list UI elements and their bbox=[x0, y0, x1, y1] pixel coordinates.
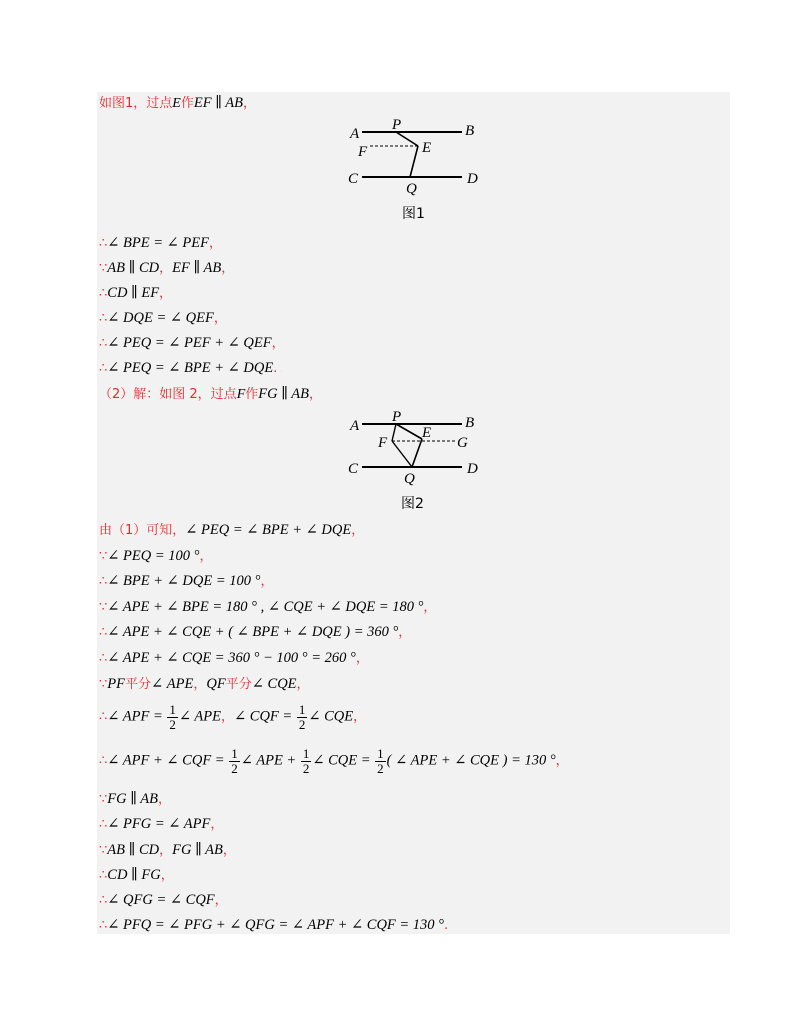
line-10 bbox=[99, 547, 212, 566]
math-expression: ∠ APE bbox=[151, 676, 194, 692]
fraction-numerator: 1 bbox=[377, 746, 384, 761]
text-segment: 如图1，过点 bbox=[99, 96, 173, 111]
math-expression: ∠ BPE + ∠ DQE = 100 ° bbox=[107, 573, 261, 589]
fraction bbox=[167, 703, 178, 732]
segment-pe bbox=[396, 132, 418, 146]
line-7 bbox=[99, 359, 277, 378]
line-18 bbox=[99, 790, 171, 809]
line-6 bbox=[99, 334, 285, 353]
math-expression: F bbox=[236, 387, 246, 402]
label-b-2: B bbox=[465, 415, 475, 431]
text-segment: （2）解：如图 2，过点 bbox=[99, 387, 237, 402]
text-segment: . bbox=[273, 361, 278, 376]
logic-symbol: ∵ bbox=[99, 676, 108, 691]
fraction-denominator: 2 bbox=[302, 761, 310, 776]
label-f-2: F bbox=[378, 435, 388, 451]
line-3 bbox=[99, 259, 234, 278]
logic-symbol: ∴ bbox=[99, 285, 108, 300]
label-g-2: G bbox=[457, 435, 468, 451]
text-segment: ， bbox=[159, 843, 173, 858]
line-23 bbox=[99, 916, 448, 935]
text-segment: ， bbox=[159, 261, 173, 276]
figure-2-caption: 图2 bbox=[401, 496, 424, 512]
logic-symbol: ∵ bbox=[99, 599, 108, 614]
fraction-denominator: 2 bbox=[298, 717, 306, 732]
logic-symbol: ∵ bbox=[99, 791, 108, 806]
fraction-numerator: 1 bbox=[298, 702, 306, 717]
text-segment: ， bbox=[242, 96, 256, 111]
line-11 bbox=[99, 572, 273, 591]
text-segment: 平分 bbox=[125, 677, 152, 692]
segment-eq bbox=[410, 146, 418, 177]
label-a: A bbox=[350, 126, 360, 142]
logic-symbol: ∵ bbox=[99, 548, 108, 563]
math-expression: ∠ APE bbox=[178, 708, 221, 725]
logic-symbol: ∴ bbox=[99, 867, 108, 882]
text-segment: ， bbox=[555, 753, 569, 769]
text-segment: ， bbox=[199, 549, 213, 564]
math-expression: FG ∥ AB bbox=[172, 842, 223, 858]
text-segment: ， bbox=[221, 709, 235, 725]
line-17 bbox=[99, 747, 569, 776]
fraction-denominator: 2 bbox=[231, 761, 238, 776]
text-segment: ， bbox=[221, 261, 235, 276]
math-expression: ∠ APE + ∠ CQE + ( ∠ BPE + ∠ DQE ) = 360 ° bbox=[107, 624, 399, 640]
text-segment: ， bbox=[355, 651, 369, 666]
line-22 bbox=[99, 891, 228, 910]
line-8 bbox=[99, 385, 322, 404]
line-14 bbox=[99, 649, 369, 668]
logic-symbol: ∴ bbox=[99, 752, 108, 768]
math-expression: FG ∥ AB bbox=[107, 791, 159, 807]
text-segment: ， bbox=[158, 792, 172, 807]
logic-symbol: ∴ bbox=[99, 917, 108, 932]
label-q: Q bbox=[406, 181, 417, 197]
line-16 bbox=[99, 703, 366, 732]
text-segment: ， bbox=[398, 625, 412, 640]
text-segment: . bbox=[443, 918, 449, 933]
text-segment: ， bbox=[309, 387, 323, 402]
math-expression: EF ∥ AB bbox=[193, 95, 243, 111]
text-segment: ， bbox=[214, 893, 228, 908]
logic-symbol: ∴ bbox=[99, 892, 108, 907]
fraction bbox=[229, 747, 240, 776]
fraction-numerator: 1 bbox=[169, 702, 176, 717]
text-segment: 平分 bbox=[225, 677, 252, 692]
segment-fq bbox=[392, 441, 412, 467]
text-segment: ， bbox=[209, 236, 223, 251]
math-expression: ∠ PEQ = ∠ PEF + ∠ QEF bbox=[107, 335, 272, 351]
line-9 bbox=[99, 521, 364, 540]
label-c: C bbox=[348, 171, 359, 187]
figure-1-diagram bbox=[340, 115, 490, 197]
line-13 bbox=[99, 623, 411, 642]
text-segment: ， bbox=[160, 868, 174, 883]
label-b: B bbox=[465, 123, 475, 139]
label-p: P bbox=[392, 117, 402, 133]
fraction-denominator: 2 bbox=[169, 717, 176, 732]
logic-symbol: ∴ bbox=[99, 360, 108, 375]
label-e: E bbox=[422, 140, 432, 156]
math-expression: ∠ PFG = ∠ APF bbox=[107, 816, 211, 832]
logic-symbol: ∴ bbox=[99, 650, 108, 665]
text-segment: 作 bbox=[245, 387, 259, 402]
text-segment: ， bbox=[193, 677, 207, 692]
math-expression: ∠ APF = bbox=[107, 708, 167, 725]
math-expression: E bbox=[172, 96, 181, 111]
logic-symbol: ∴ bbox=[99, 708, 108, 724]
math-expression: ∠ CQE = bbox=[312, 752, 375, 769]
text-segment: ， bbox=[210, 817, 224, 832]
text-segment: ， bbox=[296, 677, 310, 692]
math-expression: ∠ PEQ = ∠ BPE + ∠ DQE bbox=[185, 522, 352, 538]
math-expression: ∠ DQE = ∠ QEF bbox=[107, 310, 214, 326]
text-segment: ， bbox=[351, 523, 365, 538]
label-a-2: A bbox=[350, 418, 360, 434]
segment-pe-2 bbox=[396, 424, 422, 439]
fraction bbox=[301, 747, 312, 776]
math-expression: AB ∥ CD bbox=[107, 842, 160, 858]
fraction-numerator: 1 bbox=[231, 746, 238, 761]
text-segment: ， bbox=[159, 286, 173, 301]
math-expression: AB ∥ CD bbox=[107, 260, 160, 276]
math-expression: ( ∠ APE + ∠ CQE ) = 130 ° bbox=[386, 752, 556, 769]
text-segment: 作 bbox=[180, 96, 194, 111]
fraction-numerator: 1 bbox=[302, 746, 310, 761]
text-segment: 由（1）可知， bbox=[99, 523, 186, 538]
logic-symbol: ∴ bbox=[99, 624, 108, 639]
text-segment: ， bbox=[423, 600, 437, 615]
logic-symbol: ∵ bbox=[99, 260, 108, 275]
math-expression: FG ∥ AB bbox=[258, 386, 309, 402]
fraction bbox=[297, 703, 308, 732]
line-15 bbox=[99, 675, 310, 694]
label-d-2: D bbox=[467, 461, 478, 477]
math-expression: ∠ CQE bbox=[308, 708, 354, 725]
math-expression: ∠ CQE bbox=[251, 676, 297, 692]
line-2 bbox=[99, 234, 222, 253]
text-segment: ， bbox=[213, 311, 227, 326]
math-expression: ∠ APE + ∠ BPE = 180 ° , ∠ CQE + ∠ DQE = 180 ° bbox=[107, 599, 424, 615]
math-expression: ∠ CQF = bbox=[234, 708, 296, 725]
math-expression: ∠ PEQ = ∠ BPE + ∠ DQE bbox=[107, 360, 274, 376]
fraction bbox=[375, 747, 386, 776]
math-expression: ∠ APF + ∠ CQF = bbox=[107, 752, 229, 769]
text-segment: ， bbox=[271, 336, 285, 351]
label-c-2: C bbox=[348, 461, 359, 477]
logic-symbol: ∴ bbox=[99, 235, 108, 250]
line-20 bbox=[99, 841, 236, 860]
math-expression: ∠ PFQ = ∠ PFG + ∠ QFG = ∠ APF + ∠ CQF = 130 ° bbox=[107, 917, 444, 933]
math-expression: EF ∥ AB bbox=[172, 260, 222, 276]
figure-1-caption: 图1 bbox=[402, 206, 425, 222]
text-segment: ， bbox=[353, 709, 367, 725]
fraction-denominator: 2 bbox=[377, 761, 384, 776]
label-p-2: P bbox=[392, 409, 402, 425]
math-expression: ∠ APE + ∠ CQE = 360 ° − 100 ° = 260 ° bbox=[107, 650, 356, 666]
math-expression: ∠ PEQ = 100 ° bbox=[107, 548, 200, 564]
math-expression: ∠ APE + bbox=[240, 752, 300, 769]
line-19 bbox=[99, 815, 223, 834]
segment-eq-2 bbox=[412, 439, 422, 467]
label-q-2: Q bbox=[404, 471, 415, 487]
logic-symbol: ∴ bbox=[99, 573, 108, 588]
line-12 bbox=[99, 598, 436, 617]
logic-symbol: ∵ bbox=[99, 842, 108, 857]
math-expression: ∠ BPE = ∠ PEF bbox=[107, 235, 210, 251]
line-5 bbox=[99, 309, 227, 328]
text-segment: ， bbox=[222, 843, 236, 858]
math-expression: ∠ QFG = ∠ CQF bbox=[107, 892, 215, 908]
math-expression: CD ∥ EF bbox=[107, 285, 160, 301]
segment-pf bbox=[392, 424, 396, 441]
line-1 bbox=[99, 94, 256, 113]
line-4 bbox=[99, 284, 172, 303]
math-expression: PF bbox=[107, 676, 125, 692]
math-expression: QF bbox=[206, 676, 226, 692]
label-e-2: E bbox=[422, 425, 432, 441]
logic-symbol: ∴ bbox=[99, 816, 108, 831]
line-21 bbox=[99, 866, 174, 885]
logic-symbol: ∴ bbox=[99, 335, 108, 350]
text-segment: ， bbox=[260, 574, 274, 589]
label-f: F bbox=[358, 144, 368, 160]
label-d: D bbox=[467, 171, 478, 187]
logic-symbol: ∴ bbox=[99, 310, 108, 325]
figure-2-diagram bbox=[340, 407, 490, 489]
math-expression: CD ∥ FG bbox=[107, 867, 161, 883]
